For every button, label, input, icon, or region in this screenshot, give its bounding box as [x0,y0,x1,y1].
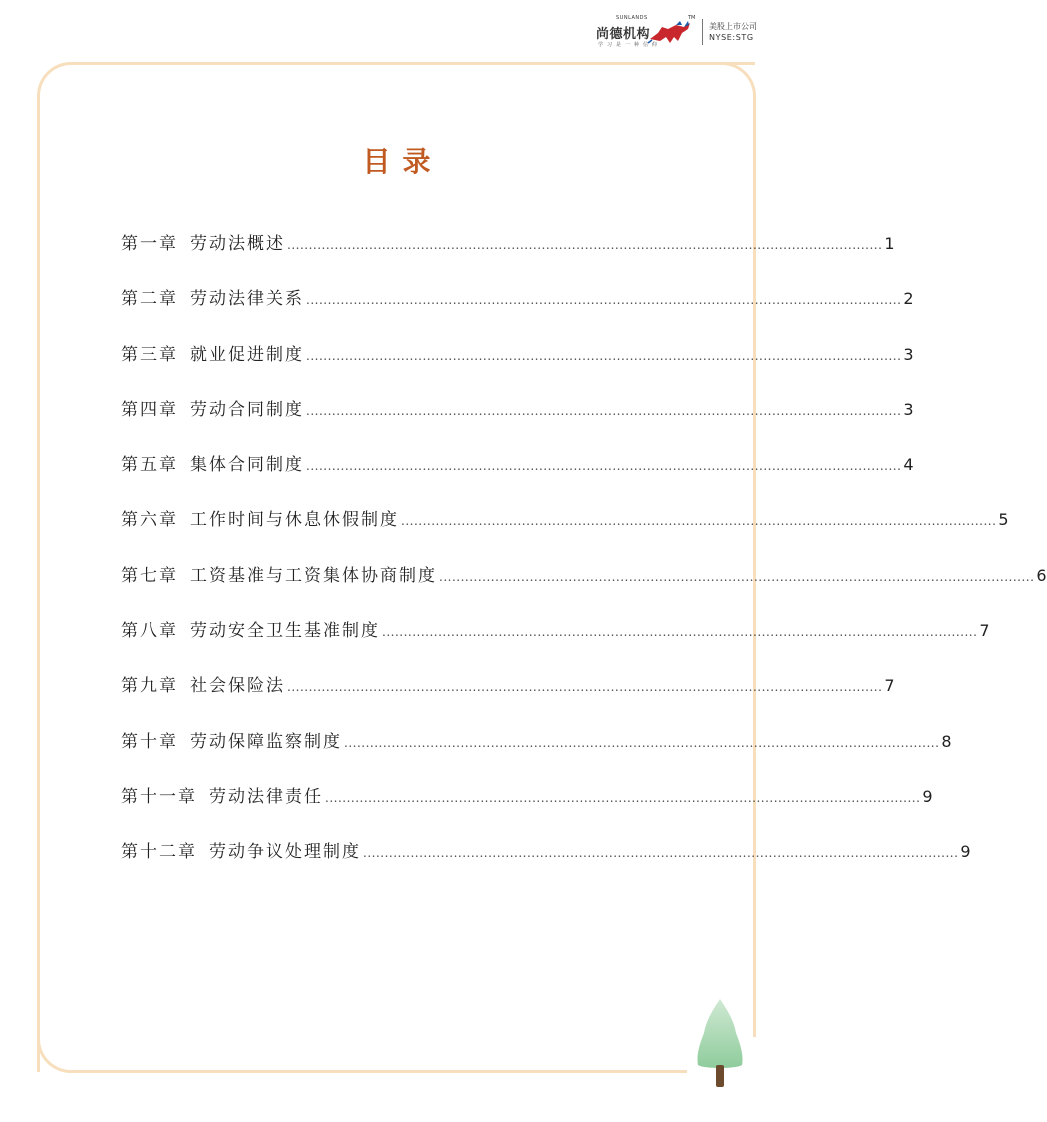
page-title: 目录 [362,145,443,178]
toc-item[interactable] [121,616,990,671]
toc-leader-dots: .......................................................................................................................................... [287,238,883,252]
toc-chapter: 第十二章 [121,842,197,863]
toc-item[interactable] [121,505,1009,560]
toc-chapter: 第三章 [121,344,178,365]
toc-chapter: 第七章 [121,565,178,586]
toc-chapter: 第十一章 [121,786,197,807]
toc-leader-dots: .......................................................................................................................................... [306,459,902,474]
toc-title: 工资基准与工资集体协商制度 [190,565,437,586]
toc-leader-dots: .......................................................................................................................................... [325,790,921,805]
toc-page-number: 3 [903,399,914,419]
toc-leader-dots: .......................................................................................................................................... [382,625,978,640]
toc-title: 工作时间与休息休假制度 [190,510,399,531]
toc-page-number: 6 [1036,565,1047,585]
toc-leader-dots: .......................................................................................................................................... [306,348,902,363]
toc-page-number: 9 [960,842,971,862]
brand-cn: 尚德机构 [596,27,651,42]
bull-icon [648,19,692,45]
toc-page-number: 4 [903,455,914,475]
toc-page-number: 3 [903,344,914,364]
toc-chapter: 第五章 [121,455,178,476]
toc-leader-dots: .......................................................................................................................................... [287,680,883,695]
toc-chapter: 第十章 [121,731,178,752]
header-logo [596,14,757,50]
listing-info [709,21,757,43]
listing-cn: 美股上市公司 [709,22,757,31]
brand-slogan: 学 习 是 一 种 信 仰 [598,42,659,48]
toc-item[interactable] [121,561,1047,616]
toc-chapter: 第四章 [121,399,178,420]
toc-item[interactable] [121,837,971,892]
toc-title: 就业促进制度 [190,344,304,365]
toc-item[interactable] [121,229,895,284]
table-of-contents [121,229,1047,893]
toc-item[interactable] [121,782,933,837]
toc-item[interactable] [121,284,914,339]
toc-item[interactable] [121,671,895,726]
toc-item[interactable] [121,450,914,505]
trademark: TM [688,15,696,21]
toc-title: 劳动安全卫生基准制度 [190,621,380,642]
toc-page-number: 9 [922,786,933,806]
toc-title: 劳动合同制度 [190,399,304,420]
toc-page-number: 7 [979,621,990,641]
toc-title: 劳动争议处理制度 [209,842,361,863]
listing-code: NYSE:STG [709,33,754,42]
toc-chapter: 第二章 [121,289,178,310]
toc-chapter: 第六章 [121,510,178,531]
toc-chapter: 第一章 [121,234,178,254]
brand-en: SUNLANDS [616,15,648,21]
toc-leader-dots: .......................................................................................................................................... [306,293,902,308]
tree-icon [694,997,746,1089]
toc-title: 劳动法概述 [190,234,285,254]
toc-leader-dots: .......................................................................................................................................... [306,403,902,418]
toc-chapter: 第八章 [121,621,178,642]
toc-page-number: 7 [884,676,895,696]
page-frame-bottom [37,1036,687,1073]
toc-item[interactable] [121,340,914,395]
toc-leader-dots: .......................................................................................................................................... [401,514,997,529]
toc-title: 劳动法律关系 [190,289,304,310]
toc-page-number: 1 [884,234,895,253]
toc-item[interactable] [121,727,952,782]
page-frame-right [722,62,756,1037]
toc-leader-dots: .......................................................................................................................................... [439,569,1035,584]
toc-page-number: 5 [998,510,1009,530]
toc-title: 劳动保障监察制度 [190,731,342,752]
toc-leader-dots: .......................................................................................................................................... [344,735,940,750]
toc-leader-dots: .......................................................................................................................................... [363,846,959,861]
toc-item[interactable] [121,395,914,450]
toc-page-number: 8 [941,731,952,751]
toc-title: 集体合同制度 [190,455,304,476]
toc-title: 劳动法律责任 [209,786,323,807]
toc-page-number: 2 [903,289,914,309]
toc-title: 社会保险法 [190,676,285,697]
brand-logo [596,15,696,49]
toc-chapter: 第九章 [121,676,178,697]
header-divider [702,19,703,45]
